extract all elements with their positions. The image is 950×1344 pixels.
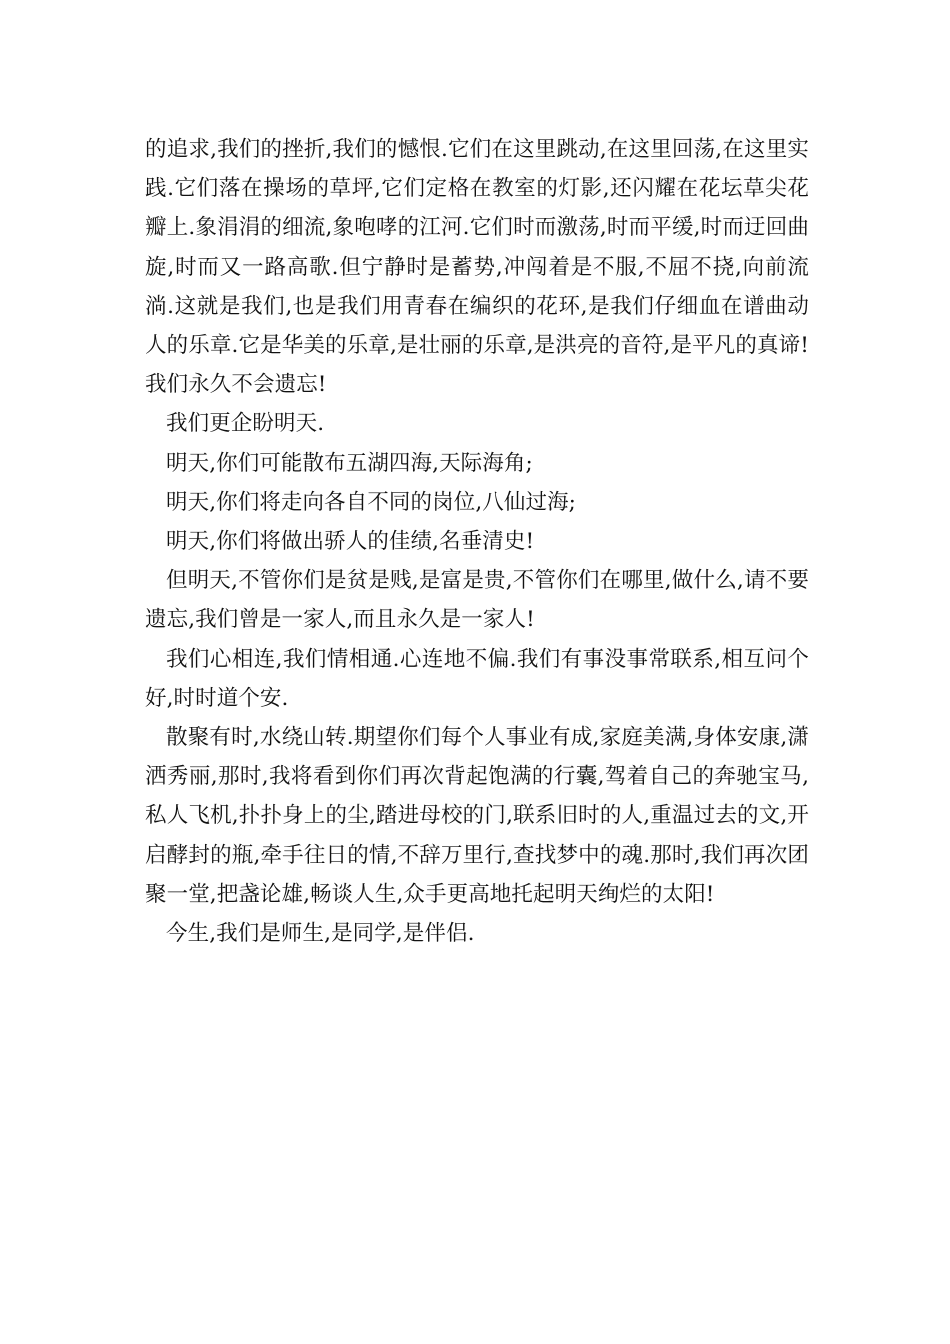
paragraph-9: 今生,我们是师生,是同学,是伴侣. [166,921,475,947]
paragraph-5: 明天,你们将做出骄人的佳绩,名垂清史! [166,529,535,555]
paragraph-2: 我们更企盼明天. [166,411,325,437]
document-body [145,130,809,953]
paragraph-1: 的追求,我们的挫折,我们的憾恨.它们在这里跳动,在这里回荡,在这里实践.它们落在操场的草坪,它们定格在教室的灯影,还闪耀在花坛草尖花瓣上.象涓涓的细流,象咆哮的江河.它们时而激荡,时而平缓,时而迂回曲旋,时而又一路高歌.但宁静时是蓄势,冲闯着是不服,不屈不挠,向前流淌.这就是我们,也是我们用青春在编织的花环,是我们仔细血在谱曲动人的乐章.它是华美的乐章,是壮丽的乐章,是洪亮的音符,是平凡的真谛!我们永久不会遗忘! [145,137,809,398]
paragraph-4: 明天,你们将走向各自不同的岗位,八仙过海; [166,489,577,515]
paragraph-3: 明天,你们可能散布五湖四海,天际海角; [166,450,533,476]
paragraph-6: 但明天,不管你们是贫是贱,是富是贵,不管你们在哪里,做什么,请不要遗忘,我们曾是一家人,而且永久是一家人! [145,568,809,633]
paragraph-8: 散聚有时,水绕山转.期望你们每个人事业有成,家庭美满,身体安康,潇洒秀丽,那时,我将看到你们再次背起饱满的行囊,驾着自己的奔驰宝马,私人飞机,扑扑身上的尘,踏进母校的门,联系旧时的人,重温过去的文,开启酵封的瓶,牵手往日的情,不辞万里行,查找梦中的魂.那时,我们再次团聚一堂,把盏论雄,畅谈人生,众手更高地托起明天绚烂的太阳! [145,725,809,907]
paragraph-7: 我们心相连,我们情相通.心连地不偏.我们有事没事常联系,相互问个好,时时道个安. [145,646,809,711]
